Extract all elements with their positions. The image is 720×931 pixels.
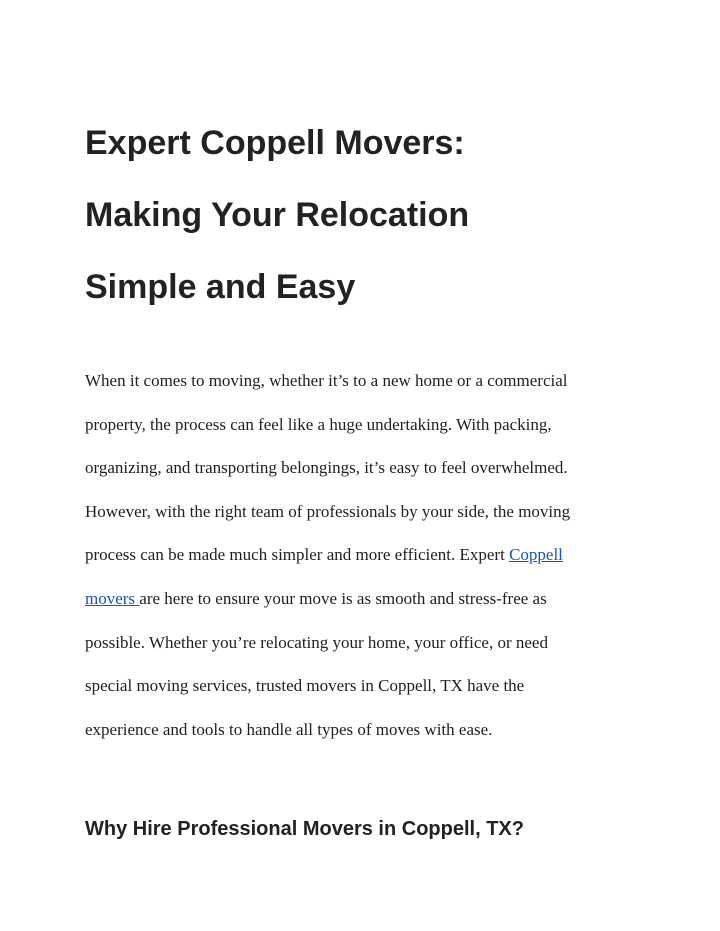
paragraph-line-9: experience and tools to handle all types of moves with ease. xyxy=(85,719,493,739)
title-line-1: Expert Coppell Movers: xyxy=(85,124,465,162)
coppell-movers-link-part-2[interactable]: movers xyxy=(85,588,140,608)
paragraph-line-6 xyxy=(85,577,685,621)
page-title xyxy=(85,107,665,323)
paragraph-line-3: organizing, and transporting belongings, it’s easy to feel overwhelmed. xyxy=(85,458,568,478)
paragraph-line-6-text: are here to ensure your move is as smooth and stress-free as xyxy=(139,588,547,608)
paragraph-line-5 xyxy=(85,533,685,577)
title-line-3: Simple and Easy xyxy=(85,268,356,306)
paragraph-line-4: However, with the right team of professionals by your side, the moving xyxy=(85,501,571,521)
paragraph-line-1: When it comes to moving, whether it’s to a new home or a commercial xyxy=(85,371,568,390)
title-line-2: Making Your Relocation xyxy=(85,196,470,234)
paragraph-line-2: property, the process can feel like a huge undertaking. With packing, xyxy=(85,414,552,434)
paragraph-line-5-text: process can be made much simpler and more efficient. Expert xyxy=(85,545,510,565)
intro-paragraph xyxy=(85,359,685,751)
paragraph-line-8: special moving services, trusted movers in Coppell, TX have the xyxy=(85,676,525,696)
paragraph-line-7: possible. Whether you’re relocating your home, your office, or need xyxy=(85,632,548,652)
section-heading: Why Hire Professional Movers in Coppell, TX? xyxy=(85,818,524,840)
coppell-movers-link-part-1[interactable]: Coppell xyxy=(509,545,563,565)
